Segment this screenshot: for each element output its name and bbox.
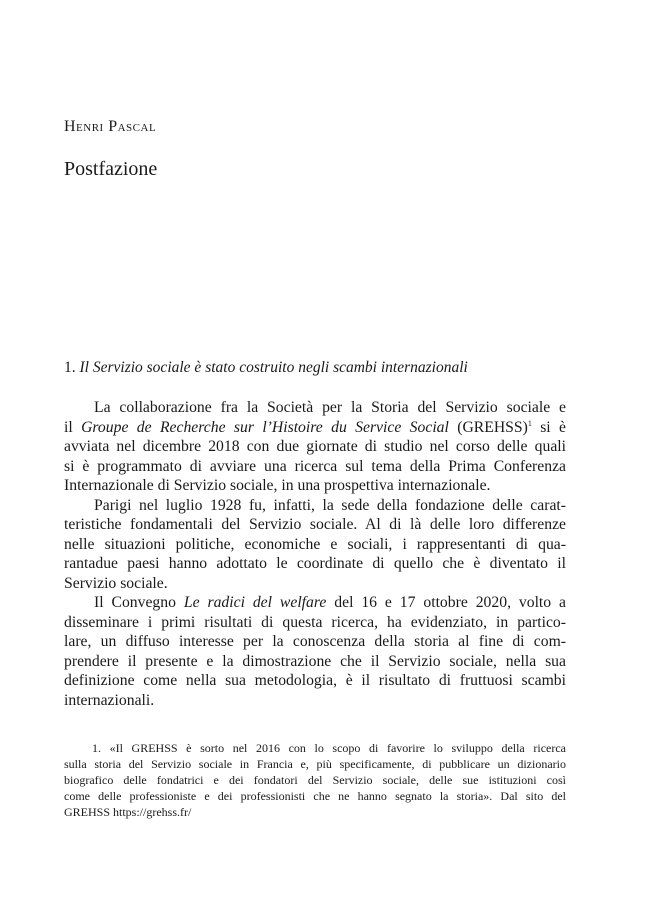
text-span: il <box>64 418 82 436</box>
paragraph-3-line-3: lare, un diffuso interesse per la conoscenza della storia al fine di com- <box>64 633 566 650</box>
text-span: (GREHSS) <box>448 418 528 436</box>
paragraph-3-line-4: prendere il presente e la dimostrazione che il Servizio sociale, nella sua <box>64 652 566 670</box>
body-text <box>64 398 566 710</box>
author-name: Henri Pascal <box>64 118 157 135</box>
footnote-line-3: biografico delle fondatrici e dei fondatori del Servizio sociale, delle sue istituzioni così <box>64 773 566 787</box>
paragraph-2-line-3: nelle situazioni politiche, economiche e sociali, i rappresentanti di qua- <box>64 535 566 553</box>
paragraph-2-line-2: teristiche fondamentali del Servizio sociale. Al di là delle loro differenze <box>64 516 566 533</box>
paragraph-1-line-2 <box>64 418 566 438</box>
italic-text: Le radici del welfare <box>183 594 327 611</box>
paragraph-3-line-2: disseminare i primi risultati di questa ricerca, ha evidenziato, in partico- <box>64 613 566 631</box>
paragraph-2-line-1: Parigi nel luglio 1928 fu, infatti, la sede della fondazione delle carat- <box>94 496 566 514</box>
text-span: Il Convegno <box>94 594 184 611</box>
text-span: del 16 e 17 ottobre 2020, volto a <box>326 594 566 611</box>
footnote-marker[interactable]: 1 <box>527 418 532 428</box>
paragraph-1-line-5: Internazionale di Servizio sociale, in una prospettiva internazionale. <box>64 477 491 494</box>
paragraph-2-line-4: rantadue paesi hanno adottato le coordinate di quello che è diventato il <box>64 555 566 572</box>
footnote <box>64 740 566 820</box>
paragraph-1-line-1: La collaborazione fra la Società per la Storia del Servizio sociale e <box>94 399 566 416</box>
section-title: Il Servizio sociale è stato costruito negli scambi internazionali <box>79 359 468 376</box>
text-span: si è <box>531 418 566 436</box>
italic-text: Groupe de Recherche sur l’Histoire du Service Social <box>81 418 449 436</box>
paragraph-1-line-4: si è programmato di avviare una ricerca sul tema della Prima Conferenza <box>64 457 566 475</box>
footnote-line-1: 1. «Il GREHSS è sorto nel 2016 con lo scopo di favorire lo sviluppo della ricerca <box>92 741 566 755</box>
footnote-line-2: sulla storia del Servizio sociale in Francia e, più specificamente, di pubblicare un dizionario <box>64 757 566 771</box>
chapter-title: Postfazione <box>64 158 158 180</box>
paragraph-2-line-5: Servizio sociale. <box>64 574 168 592</box>
footnote-line-4: come delle professioniste e dei professionisti che ne hanno segnato la storia». Dal sito del <box>64 789 566 803</box>
section-number: 1. <box>64 359 76 376</box>
paragraph-3-line-1 <box>64 593 566 613</box>
section-heading <box>64 359 564 377</box>
paragraph-3-line-5: definizione come nella sua metodologia, è il risultato di fruttuosi scambi <box>64 672 566 689</box>
paragraph-3-line-6: internazionali. <box>64 691 155 709</box>
footnote-line-5: GREHSS https://grehss.fr/ <box>64 805 192 819</box>
paragraph-1-line-3: avviata nel dicembre 2018 con due giornate di studio nel corso delle quali <box>64 438 566 455</box>
